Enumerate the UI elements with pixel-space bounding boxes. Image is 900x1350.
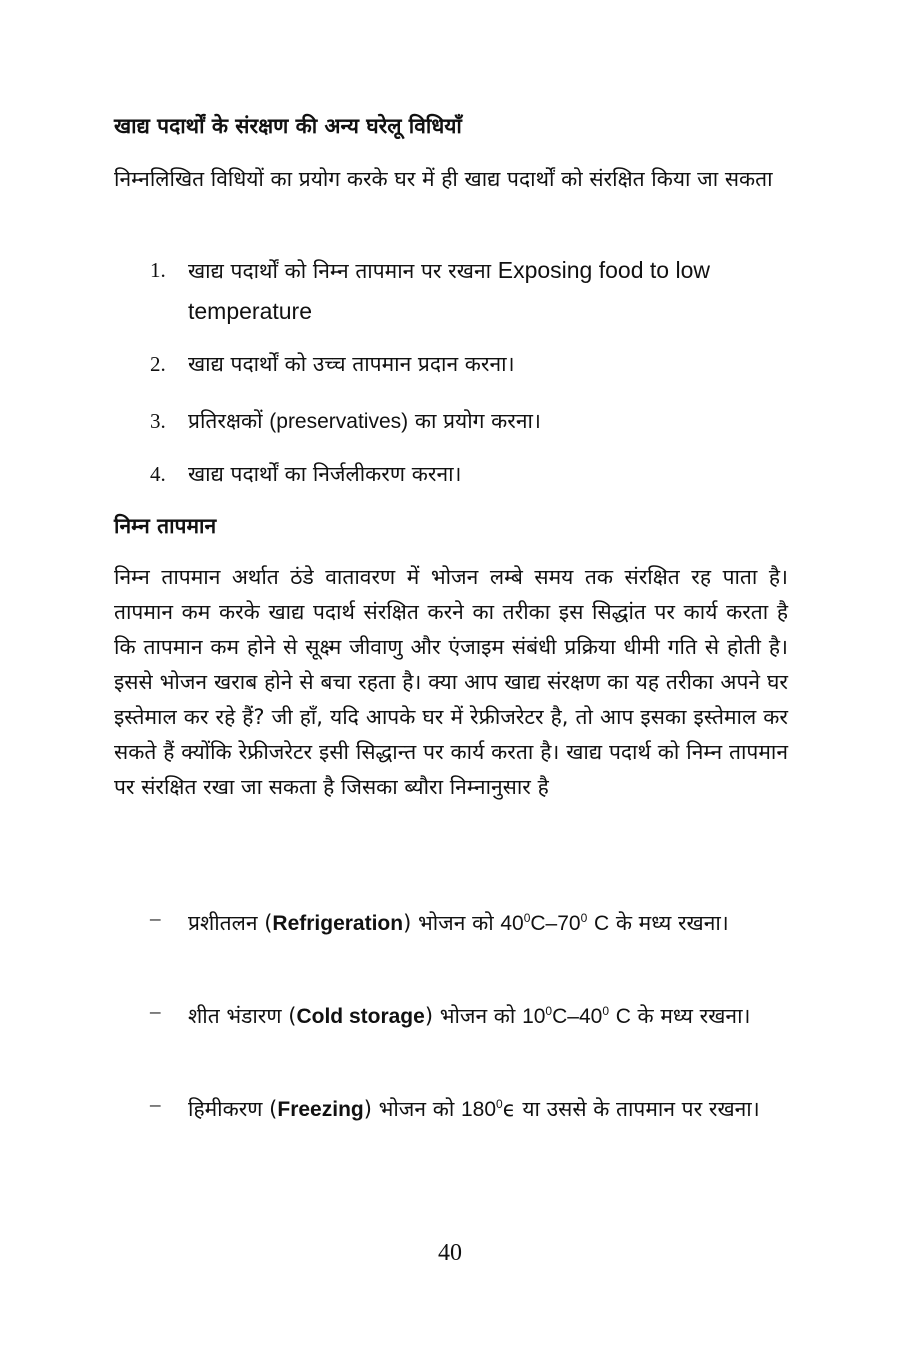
temperature-range: C–40 xyxy=(552,1005,603,1028)
list-number: 1. xyxy=(150,258,166,282)
bullet-mid-text: भोजन को xyxy=(439,1004,516,1028)
celsius-unit: C xyxy=(615,1005,631,1028)
celsius-unit: C xyxy=(593,912,610,935)
list-item-english: Exposing food to low temperature xyxy=(188,257,710,324)
bullet-term-english: Cold storage xyxy=(296,1005,425,1028)
bullet-term-english: Freezing xyxy=(277,1098,364,1121)
bullet-end-text: के मध्य रखना। xyxy=(637,1004,751,1028)
bullet-dash: – xyxy=(150,999,161,1023)
list-item-text-after: का प्रयोग करना। xyxy=(414,409,541,433)
bullet-dash: – xyxy=(150,906,161,930)
temperature-range: C–70 xyxy=(530,912,581,935)
list-item-text: प्रतिरक्षकों xyxy=(188,409,263,433)
temperature-low: 40 xyxy=(500,912,524,935)
bullet-mid-text: भोजन को xyxy=(378,1097,455,1121)
degree-mark: 0 xyxy=(545,1004,553,1018)
bullet-term: शीत भंडारण xyxy=(188,1004,282,1028)
section-heading-low-temperature: निम्न तापमान xyxy=(114,514,217,538)
list-item-text: खाद्य पदार्थों को निम्न तापमान पर रखना xyxy=(188,259,492,283)
degree-mark: 0 xyxy=(580,911,588,925)
intro-paragraph: निम्नलिखित विधियों का प्रयोग करके घर में ही खाद्य पदार्थों को संरक्षित किया जा सकता xyxy=(114,167,773,191)
degree-mark: 0 xyxy=(602,1004,609,1018)
bullet-term: हिमीकरण xyxy=(188,1097,263,1121)
low-temperature-paragraph: निम्न तापमान अर्थात ठंडे वातावरण में भोजन लम्बे समय तक संरक्षित रह पाता है। तापमान कम करके खाद्य पदार्थ संरक्षित करने का तरीका इस सिद्धांत पर कार्य करता है कि तापमान कम होने से सूक्ष्म जीवाणु और एंजाइम संबंधी प्रक्रिया धीमी गति से होती है। इससे भोजन खराब होने से बचा रहता है। क्या आप खाद्य संरक्षण का यह तरीका अपने घर इस्तेमाल कर रहे हैं? जी हाँ, यदि आपके घर में रेफ्रीजरेटर है, तो आप इसका इस्तेमाल कर सकते हैं क्योंकि रेफ्रीजरेटर इसी सिद्धान्त पर कार्य करता है। खाद्य पदार्थ को निम्न तापमान पर संरक्षित रखा जा सकता है जिसका ब्यौरा निम्नानुसार है xyxy=(114,565,788,799)
page-number: 40 xyxy=(438,1240,462,1266)
list-item-text: खाद्य पदार्थों का निर्जलीकरण करना। xyxy=(188,462,462,486)
bullet-dash: – xyxy=(150,1092,161,1116)
temperature-value: 180 xyxy=(460,1098,497,1121)
list-item-english: (preservatives) xyxy=(269,410,409,433)
bullet-end-text: या उससे के तापमान पर रखना। xyxy=(522,1097,760,1121)
temperature-low: 10 xyxy=(522,1005,546,1028)
bullet-term: प्रशीतलन xyxy=(188,911,258,935)
list-number: 4. xyxy=(150,462,166,486)
bullet-end-text: के मध्य रखना। xyxy=(615,911,729,935)
list-number: 2. xyxy=(150,352,166,376)
bullet-mid-text: भोजन को xyxy=(417,911,494,935)
section-heading-preservation-methods: खाद्य पदार्थों के संरक्षण की अन्य घरेलू विधियाँ xyxy=(114,114,462,138)
degree-mark: 0 xyxy=(523,911,531,925)
degree-mark: 0 xyxy=(496,1097,503,1111)
list-number: 3. xyxy=(150,409,166,433)
document-page: खाद्य पदार्थों के संरक्षण की अन्य घरेलू विधियाँ निम्नलिखित विधियों का प्रयोग करके घर में ही खाद्य पदार्थों को संरक्षित किया जा सकता 1. खाद्य पदार्थों को निम्न तापमान पर रखना Exposing food to low temperature 2. खाद्य पदार्थों को उच्च तापमान प्रदान करना। 3. प्रतिरक्षकों (preservatives) का प्रयोग करना। 4. खाद्य पदार्थों का निर्जलीकरण करना। निम्न तापमान निम्न तापमान अर्थात ठंडे वातावरण में भोजन लम्बे समय तक संरक्षित रह पाता है। तापमान कम करके खाद्य पदार्थ संरक्षित करने का तरीका इस सिद्धांत पर कार्य करता है कि तापमान कम होने से सूक्ष्म जीवाणु और एंजाइम संबंधी प्रक्रिया धीमी गति से होती है। इससे भोजन खराब होने से बचा रहता है। क्या आप खाद्य संरक्षण का यह तरीका अपने घर इस्तेमाल कर रहे हैं? जी हाँ, यदि आपके घर में रेफ्रीजरेटर है, तो आप इसका इस्तेमाल कर सकते हैं क्योंकि रेफ्रीजरेटर इसी सिद्धान्त पर कार्य करता है। खाद्य पदार्थ को निम्न तापमान पर संरक्षित रखा जा सकता है जिसका ब्यौरा निम्नानुसार है – प्रशीतलन (Refrigeration) भोजन को $40^0C-70^0$ C के मध्य रखना। – शीत भंडारण (Cold storage) भोजन को $10^0C-40^0$ C के मध्य रखना। – हिमीकरण (Freezing) भोजन को $180^0\epsilon$ या उससे के तापमान पर रखना। 40 xyxy=(0,0,900,1350)
temperature-symbol: ϵ xyxy=(502,1097,516,1121)
list-item-text: खाद्य पदार्थों को उच्च तापमान प्रदान करना। xyxy=(188,352,515,376)
bullet-term-english: Refrigeration xyxy=(272,912,404,935)
